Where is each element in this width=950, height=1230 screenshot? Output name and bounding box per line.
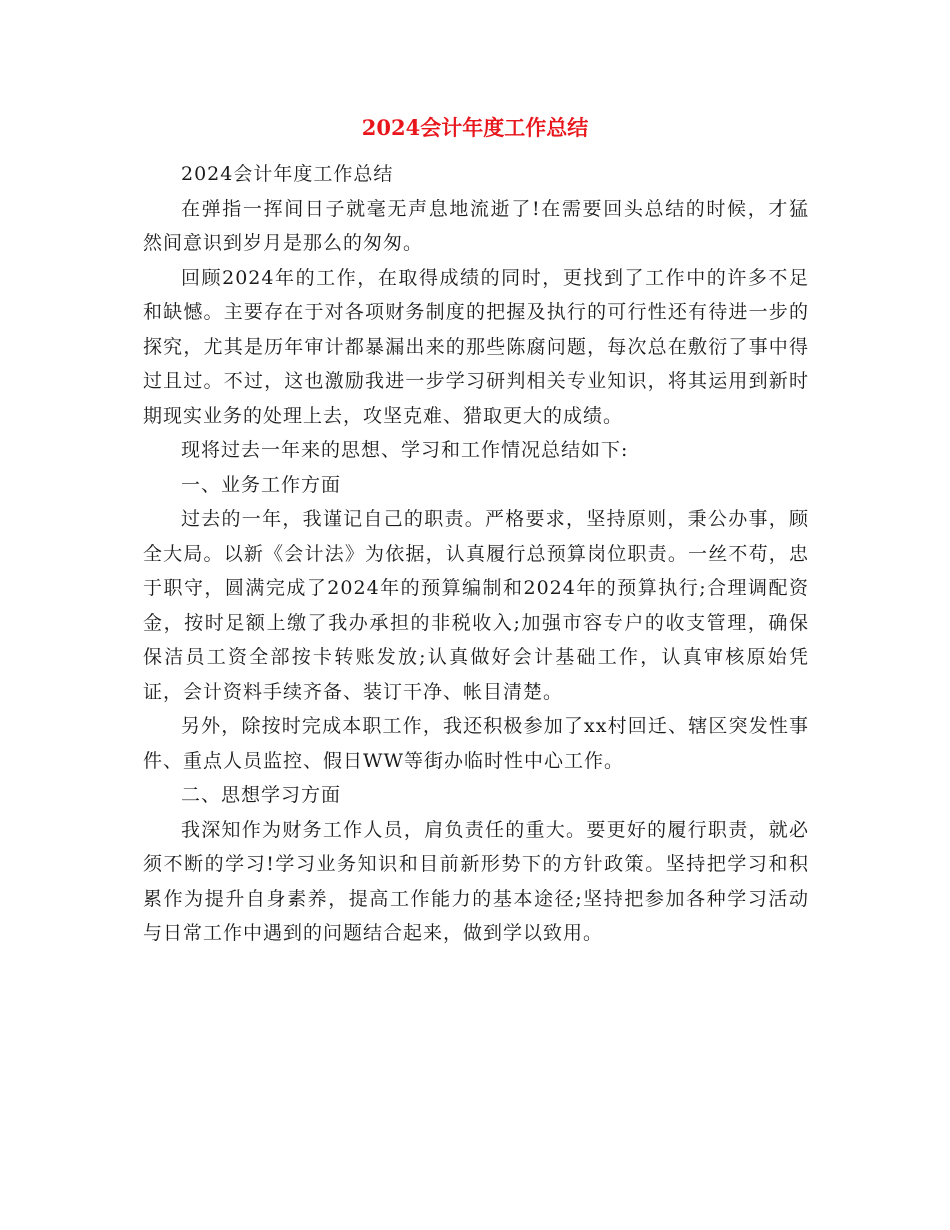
paragraph-study: 我深知作为财务工作人员，肩负责任的重大。要更好的履行职责，就必须不断的学习!学习业务知识和目前新形势下的方针政策。坚持把学习和积累作为提升自身素养，提高工作能力的基本途径;坚持把参加各种学习活动与日常工作中遇到的问题结合起来，做到学以致用。: [143, 818, 809, 944]
section-heading-business: 一、业务工作方面: [181, 473, 342, 496]
paragraph-business-work: 过去的一年，我谨记自己的职责。严格要求，坚持原则，秉公办事，顾全大局。以新《会计法》为依据，认真履行总预算岗位职责。一丝不苟，忠于职守，圆满完成了2024年的预算编制和2024年的预算执行;合理调配资金，按时足额上缴了我办承担的非税收入;加强市容专户的收支管理，确保保洁员工资全部按卡转账发放;认真做好会计基础工作，认真审核原始凭证，会计资料手续齐备、装订干净、帐目清楚。: [143, 508, 809, 703]
paragraph-summary-lead: 现将过去一年来的思想、学习和工作情况总结如下:: [181, 439, 629, 461]
paragraph-additional-work: 另外，除按时完成本职工作，我还积极参加了xx村回迁、辖区突发性事件、重点人员监控、假日WW等街办临时性中心工作。: [143, 715, 809, 772]
document-body: [143, 157, 809, 951]
paragraph-intro: 在弹指一挥间日子就毫无声息地流逝了!在需要回头总结的时候，才猛然间意识到岁月是那么的匆匆。: [143, 197, 809, 254]
document-title: 2024会计年度工作总结: [361, 115, 589, 140]
paragraph-heading-repeat: 2024会计年度工作总结: [181, 163, 394, 185]
section-heading-study: 二、思想学习方面: [181, 784, 342, 806]
paragraph-review: 回顾2024年的工作，在取得成绩的同时，更找到了工作中的许多不足和缺憾。主要存在于对各项财务制度的把握及执行的可行性还有待进一步的探究，尤其是历年审计都暴漏出来的那些陈腐问题，每次总在敷衍了事中得过且过。不过，这也激励我进一步学习研判相关专业知识，将其运用到新时期现实业务的处理上去，攻坚克难、猎取更大的成绩。: [143, 266, 809, 427]
